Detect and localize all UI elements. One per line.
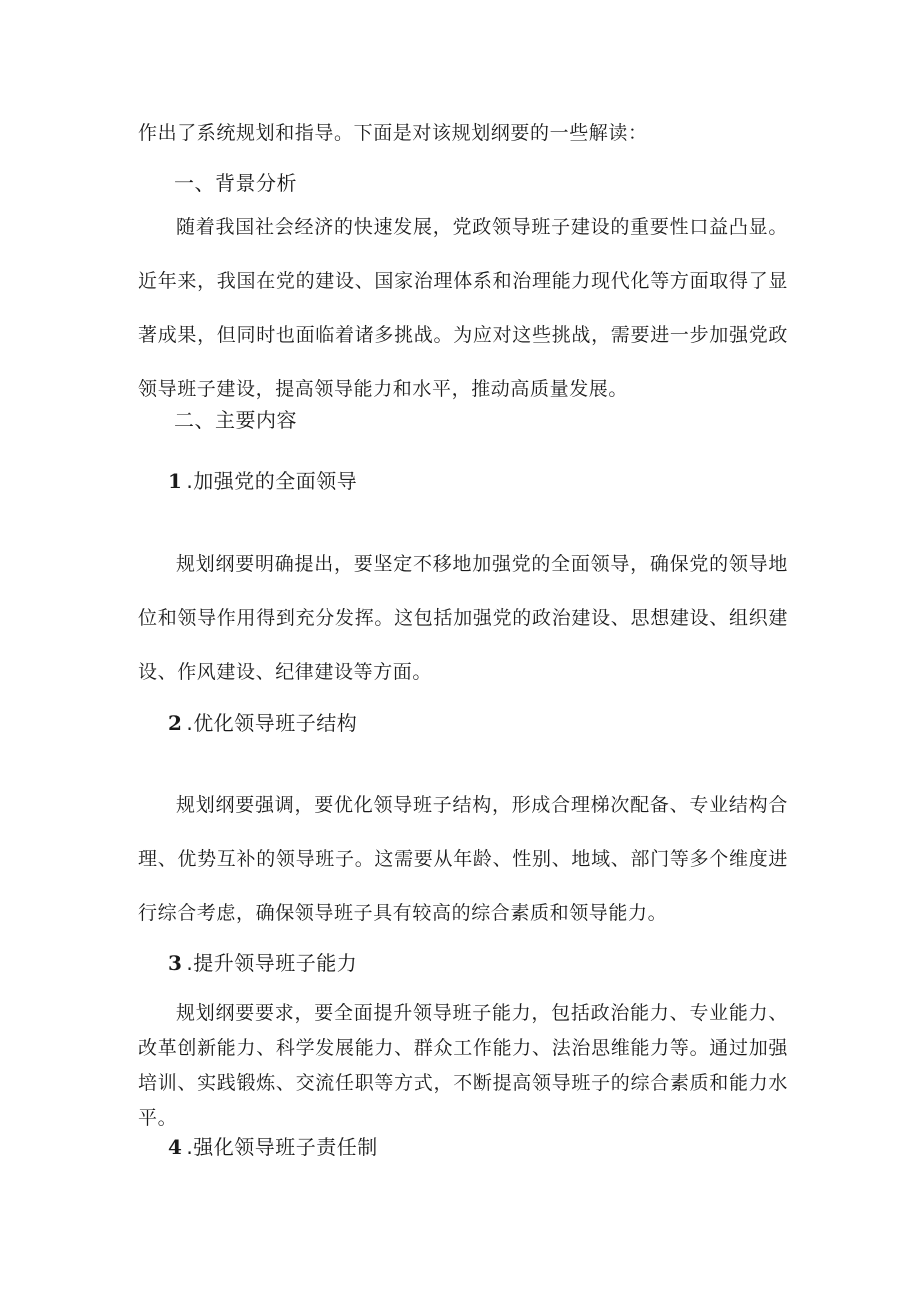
section-1-heading: 一、背景分析 [174,171,297,195]
item-1-heading [138,466,818,496]
section-1-body: 随着我国社会经济的快速发展，党政领导班子建设的重要性口益凸显。近年来，我国在党的建设、国家治理体系和治理能力现代化等方面取得了显著成果，但同时也面临着诸多挑战。为应对这些挑战，需要进一步加强党政领导班子建设，提高领导能力和水平，推动高质量发展。 [138,216,788,400]
item-3-title: .提升领导班子能力 [186,951,358,975]
intro-paragraph: 作出了系统规划和指导。下面是对该规划纲要的一些解读： [138,122,648,144]
item-1-number: 1 [168,469,183,493]
item-4-heading [138,1132,818,1162]
section-2-heading: 二、主要内容 [174,408,297,432]
item-3-body: 规划纲要要求，要全面提升领导班子能力，包括政治能力、专业能力、改革创新能力、科学发展能力、群众工作能力、法治思维能力等。通过加强培训、实践锻炼、交流任职等方式，不断提高领导班子的综合素质和能力水平。 [138,1002,788,1129]
item-2-heading [138,708,818,738]
item-3-number: 3 [168,951,183,975]
item-1-body: 规划纲要明确提出，要坚定不移地加强党的全面领导，确保党的领导地位和领导作用得到充分发挥。这包括加强党的政治建设、思想建设、组织建设、作风建设、纪律建设等方面。 [138,553,788,683]
item-2-number: 2 [168,711,183,735]
item-2-body: 规划纲要强调，要优化领导班子结构，形成合理梯次配备、专业结构合理、优势互补的领导班子。这需要从年龄、性别、地域、部门等多个维度进行综合考虑，确保领导班子具有较高的综合素质和领导能力。 [138,794,788,924]
item-3-heading [138,948,818,978]
item-2-title: .优化领导班子结构 [186,711,358,735]
item-1-title: .加强党的全面领导 [186,469,358,493]
item-4-number: 4 [168,1135,183,1159]
item-4-title: .强化领导班子责任制 [186,1135,378,1159]
